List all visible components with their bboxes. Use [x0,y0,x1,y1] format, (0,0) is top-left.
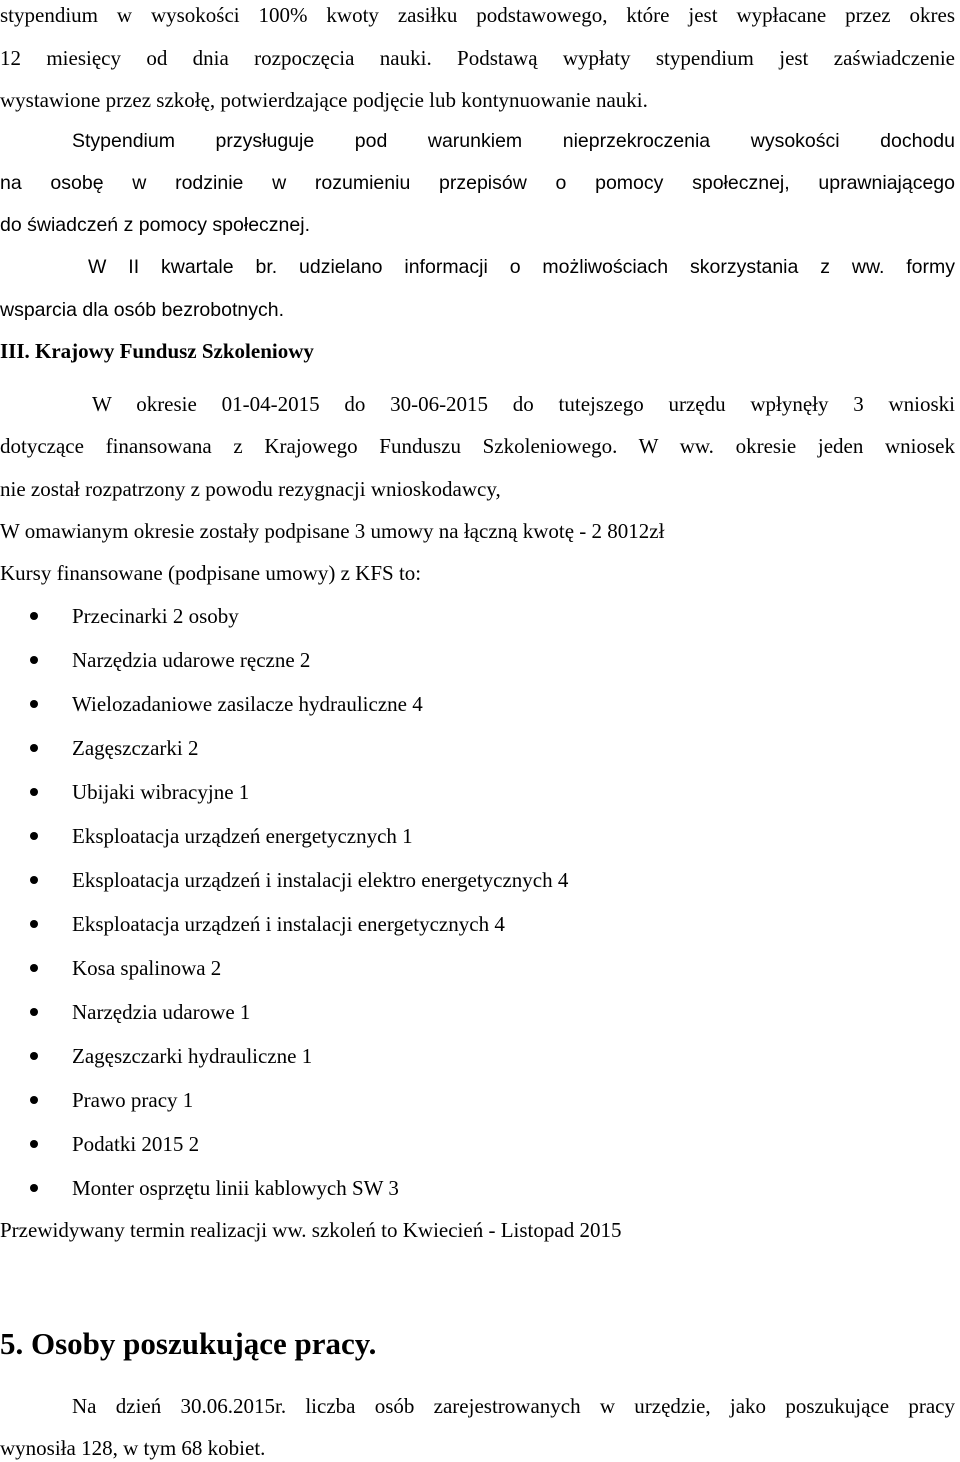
list-item [72,1131,872,1157]
kfs-para-line-1: W okresie 01-04-2015 do 30-06-2015 do tutejszego urzędu wpłynęły 3 wnioski [92,392,955,416]
bullet-icon [30,612,38,620]
section5-line-2: wynosiła 128, w tym 68 kobiet. [0,1436,266,1460]
section-kfs-heading: III. Krajowy Fundusz Szkoleniowy [0,339,314,363]
intro-line-3: wystawione przez szkołę, potwierdzające podjęcie lub kontynuowanie nauki. [0,88,648,112]
list-item [72,867,872,893]
course-label: Monter osprzętu linii kablowych SW 3 [72,1176,399,1200]
course-label: Eksploatacja urządzeń i instalacji energetycznych 4 [72,912,505,936]
bullet-icon [30,744,38,752]
condition-line-3: do świadczeń z pomocy społecznej. [0,214,310,236]
info-line-1: W II kwartale br. udzielano informacji o możliwościach skorzystania z ww. formy [88,256,955,278]
course-label: Ubijaki wibracyjne 1 [72,780,250,804]
bullet-icon [30,700,38,708]
list-item [72,999,872,1025]
course-label: Kosa spalinowa 2 [72,956,222,980]
section5-heading: 5. Osoby poszukujące pracy. [0,1326,377,1361]
kfs-para-line-3: nie został rozpatrzony z powodu rezygnacji wnioskodawcy, [0,477,501,501]
bullet-icon [30,788,38,796]
bullet-icon [30,1008,38,1016]
bullet-icon [30,876,38,884]
bullet-icon [30,1052,38,1060]
intro-line-2: 12 miesięcy od dnia rozpoczęcia nauki. Podstawą wypłaty stypendium jest zaświadczenie [0,46,955,70]
kfs-courses-intro: Kursy finansowane (podpisane umowy) z KFS to: [0,561,422,585]
info-line-2: wsparcia dla osób bezrobotnych. [0,299,284,321]
bullet-icon [30,964,38,972]
kfs-contracts: W omawianym okresie zostały podpisane 3 umowy na łączną kwotę - 2 8012zł [0,519,665,543]
list-item [72,1043,872,1069]
kfs-para-line-2: dotyczące finansowana z Krajowego Funduszu Szkoleniowego. W ww. okresie jeden wniosek [0,434,955,458]
kfs-term: Przewidywany termin realizacji ww. szkoleń to Kwiecień - Listopad 2015 [0,1218,622,1242]
list-item [72,1087,872,1113]
list-item [72,603,872,629]
bullet-icon [30,1096,38,1104]
course-label: Podatki 2015 2 [72,1132,200,1156]
list-item [72,955,872,981]
intro-line-1: stypendium w wysokości 100% kwoty zasiłku podstawowego, które jest wypłacane przez okres [0,3,955,27]
course-label: Przecinarki 2 osoby [72,604,239,628]
bullet-icon [30,1140,38,1148]
bullet-icon [30,832,38,840]
list-item [72,691,872,717]
condition-line-1: Stypendium przysługuje pod warunkiem nieprzekroczenia wysokości dochodu [72,130,955,152]
course-label: Eksploatacja urządzeń i instalacji elektro energetycznych 4 [72,868,569,892]
bullet-icon [30,656,38,664]
course-label: Zagęszczarki hydrauliczne 1 [72,1044,313,1068]
course-label: Narzędzia udarowe 1 [72,1000,251,1024]
list-item [72,779,872,805]
list-item [72,823,872,849]
course-label: Narzędzia udarowe ręczne 2 [72,648,311,672]
list-item [72,911,872,937]
course-label: Prawo pracy 1 [72,1088,194,1112]
course-label: Zagęszczarki 2 [72,736,199,760]
course-label: Eksploatacja urządzeń energetycznych 1 [72,824,413,848]
condition-line-2: na osobę w rodzinie w rozumieniu przepisów o pomocy społecznej, uprawniającego [0,172,955,194]
list-item [72,1175,872,1201]
section5-line-1: Na dzień 30.06.2015r. liczba osób zarejestrowanych w urzędzie, jako poszukujące pracy [72,1394,955,1418]
course-label: Wielozadaniowe zasilacze hydrauliczne 4 [72,692,423,716]
bullet-icon [30,1184,38,1192]
list-item [72,735,872,761]
list-item [72,647,872,673]
bullet-icon [30,920,38,928]
